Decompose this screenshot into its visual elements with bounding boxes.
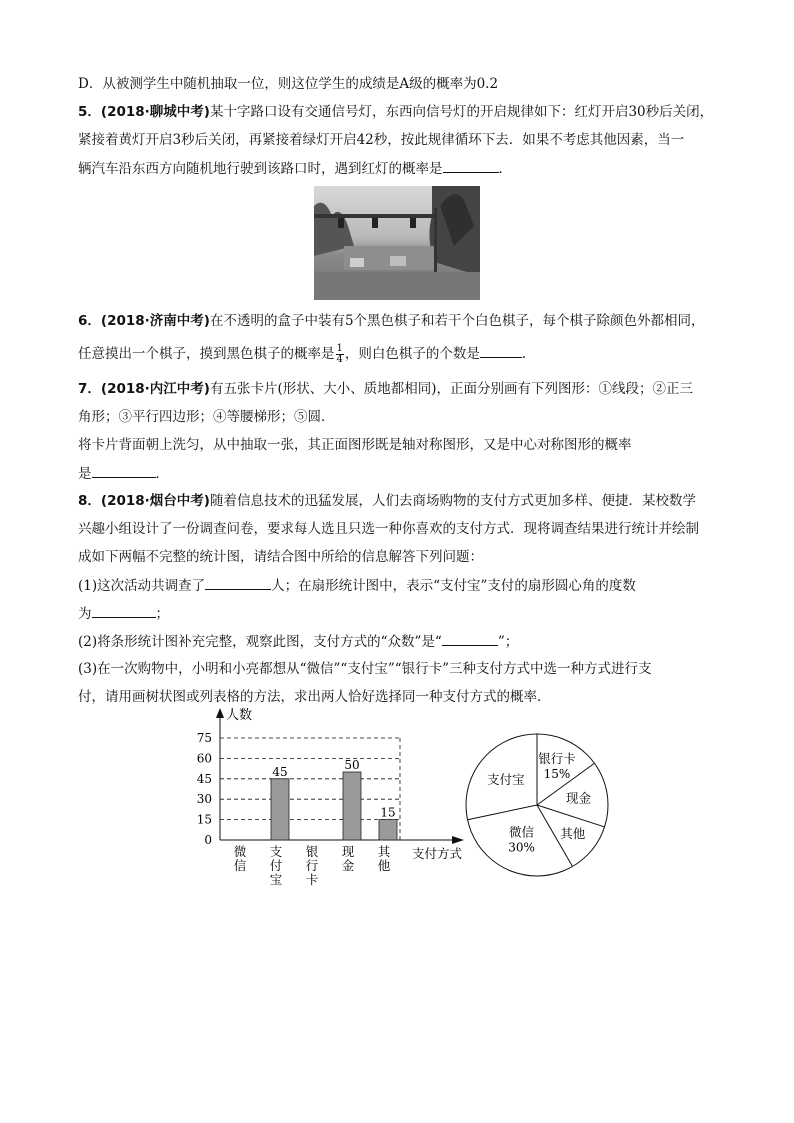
q8-line-2: 兴趣小组设计了一份调查问卷，要求每人选且只选一种你喜欢的支付方式．现将调查结果进行统计并绘制 xyxy=(78,521,699,537)
pie-slice-percent: 15% xyxy=(543,766,571,781)
q8-source: (2018·烟台中考) xyxy=(100,493,210,509)
q8-1-text-a: (1)这次活动共调查了 xyxy=(78,578,206,594)
q8-text-a: 随着信息技术的迅猛发展，人们去商场购物的支付方式更加多样、便捷．某校数学 xyxy=(209,493,696,509)
q5-answer-blank[interactable] xyxy=(443,158,499,173)
q6-text-b1: 任意摸出一个棋子，摸到黑色棋子的概率是 xyxy=(78,346,335,362)
q7-answer-blank[interactable] xyxy=(92,463,156,478)
bar-value-label: 50 xyxy=(344,758,360,772)
x-tick-label-银行卡: 银行卡 xyxy=(305,844,319,887)
q6-answer-blank[interactable] xyxy=(480,343,522,358)
q8-1-count-blank[interactable] xyxy=(205,575,271,590)
q7-line-2: 角形；③平行四边形；④等腰梯形；⑤圆． xyxy=(78,409,335,425)
q8-1-angle-blank[interactable] xyxy=(92,603,156,618)
q8-part-1-line-1 xyxy=(78,575,636,596)
pie-slice-percent: 30% xyxy=(508,840,535,855)
bar-chart xyxy=(190,702,480,892)
bar-现金 xyxy=(343,772,361,840)
q8-line-3: 成如下两幅不完整的统计图，请结合图中所给的信息解答下列问题： xyxy=(78,549,483,565)
q8-part-3-line-2: 付，请用画树状图或列表格的方法，求出两人恰好选择同一种支付方式的概率． xyxy=(78,689,551,705)
q5-period: ． xyxy=(498,161,512,177)
q7-text-d: 是 xyxy=(78,466,92,482)
pie-slice-label-其他: 其他 xyxy=(560,825,586,841)
bar-value-label: 15 xyxy=(380,805,396,820)
q5-source: (2018·聊城中考) xyxy=(100,104,210,120)
q7-line-3: 将卡片背面朝上洗匀，从中抽取一张，其正面图形既是轴对称图形，又是中心对称图形的概率 xyxy=(78,437,632,453)
pie-slice-label-支付宝: 支付宝 xyxy=(487,771,525,787)
q6-period: ． xyxy=(521,346,536,362)
q5-line-3 xyxy=(78,158,512,179)
q8-number: 8． xyxy=(78,493,101,509)
q5-line-1 xyxy=(78,102,713,122)
bar-其他 xyxy=(379,820,397,840)
q8-line-1 xyxy=(78,491,696,511)
q6-fraction-numerator: 1 xyxy=(336,343,343,354)
q8-2-text-a: (2)将条形统计图补充完整，观察此图，支付方式的“众数”是“ xyxy=(78,634,442,650)
option-d: D．从被测学生中随机抽取一位，则这位学生的成绩是A级的概率为0.2 xyxy=(78,76,499,92)
q6-source: (2018·济南中考) xyxy=(100,313,210,329)
y-tick-label: 60 xyxy=(196,751,212,766)
q5-number: 5． xyxy=(78,104,101,120)
bar-支付宝 xyxy=(271,779,289,840)
q6-fraction xyxy=(336,344,344,365)
pie-slice-label-微信: 微信 xyxy=(509,824,535,840)
q6-line-2 xyxy=(78,343,535,365)
q6-text-b2: ，则白色棋子的个数是 xyxy=(344,346,480,362)
pie-slice-label-现金: 现金 xyxy=(565,790,591,806)
q8-1-text-c: 为 xyxy=(78,606,92,622)
x-tick-label-支付宝: 支付宝 xyxy=(269,844,283,887)
y-tick-label: 0 xyxy=(204,833,212,847)
q7-line-4 xyxy=(78,463,169,484)
q8-part-2 xyxy=(78,631,518,652)
traffic-photo-drawing xyxy=(314,186,480,300)
x-axis-label: 支付方式 xyxy=(412,846,463,861)
q5-text-a: 某十字路口设有交通信号灯，东西向信号灯的开启规律如下：红灯开启30秒后关闭， xyxy=(209,104,714,120)
q7-period: ． xyxy=(155,466,169,482)
q6-fraction-denominator: 4 xyxy=(336,354,343,365)
y-tick-label: 15 xyxy=(196,812,212,827)
q6-line-1 xyxy=(78,311,705,331)
q6-text-a: 在不透明的盒子中装有5个黑色棋子和若干个白色棋子，每个棋子除颜色外都相同， xyxy=(209,313,705,329)
q6-number: 6． xyxy=(78,313,101,329)
pie-slice-label-银行卡: 银行卡 xyxy=(538,750,576,766)
q5-text-c: 辆汽车沿东西方向随机地行驶到该路口时，遇到红灯的概率是 xyxy=(78,161,443,177)
q8-part-3-line-1: (3)在一次购物中，小明和小亮都想从“微信”“支付宝”“银行卡”三种支付方式中选一种方式进行支 xyxy=(78,661,652,677)
q8-2-text-b: ”； xyxy=(497,634,519,650)
x-tick-label-微信: 微信 xyxy=(233,844,247,873)
y-axis-label: 人数 xyxy=(226,708,253,723)
q7-line-1 xyxy=(78,379,693,399)
x-tick-label-其他: 其他 xyxy=(377,844,391,873)
pie-chart xyxy=(462,730,612,880)
q8-1-text-d: ； xyxy=(155,606,169,622)
x-tick-label-现金: 现金 xyxy=(341,844,355,873)
y-tick-label: 75 xyxy=(196,731,212,745)
bar-value-label: 45 xyxy=(272,764,288,779)
y-tick-label: 30 xyxy=(196,792,212,807)
q7-source: (2018·内江中考) xyxy=(100,381,210,397)
q8-part-1-line-2 xyxy=(78,603,169,624)
y-tick-label: 45 xyxy=(196,771,212,786)
q8-2-mode-blank[interactable] xyxy=(442,631,498,646)
q7-text-a: 有五张卡片(形状、大小、质地都相同)，正面分别画有下列图形：①线段；②正三 xyxy=(209,381,693,397)
traffic-light-photo xyxy=(314,186,480,300)
y-axis-arrow xyxy=(216,708,224,718)
q5-line-2: 紧接着黄灯开启3秒后关闭，再紧接着绿灯开启42秒，按此规律循环下去．如果不考虑其他因素，当一 xyxy=(78,132,685,148)
q7-number: 7． xyxy=(78,381,101,397)
q8-1-text-b: 人；在扇形统计图中，表示“支付宝”支付的扇形圆心角的度数 xyxy=(271,578,636,594)
